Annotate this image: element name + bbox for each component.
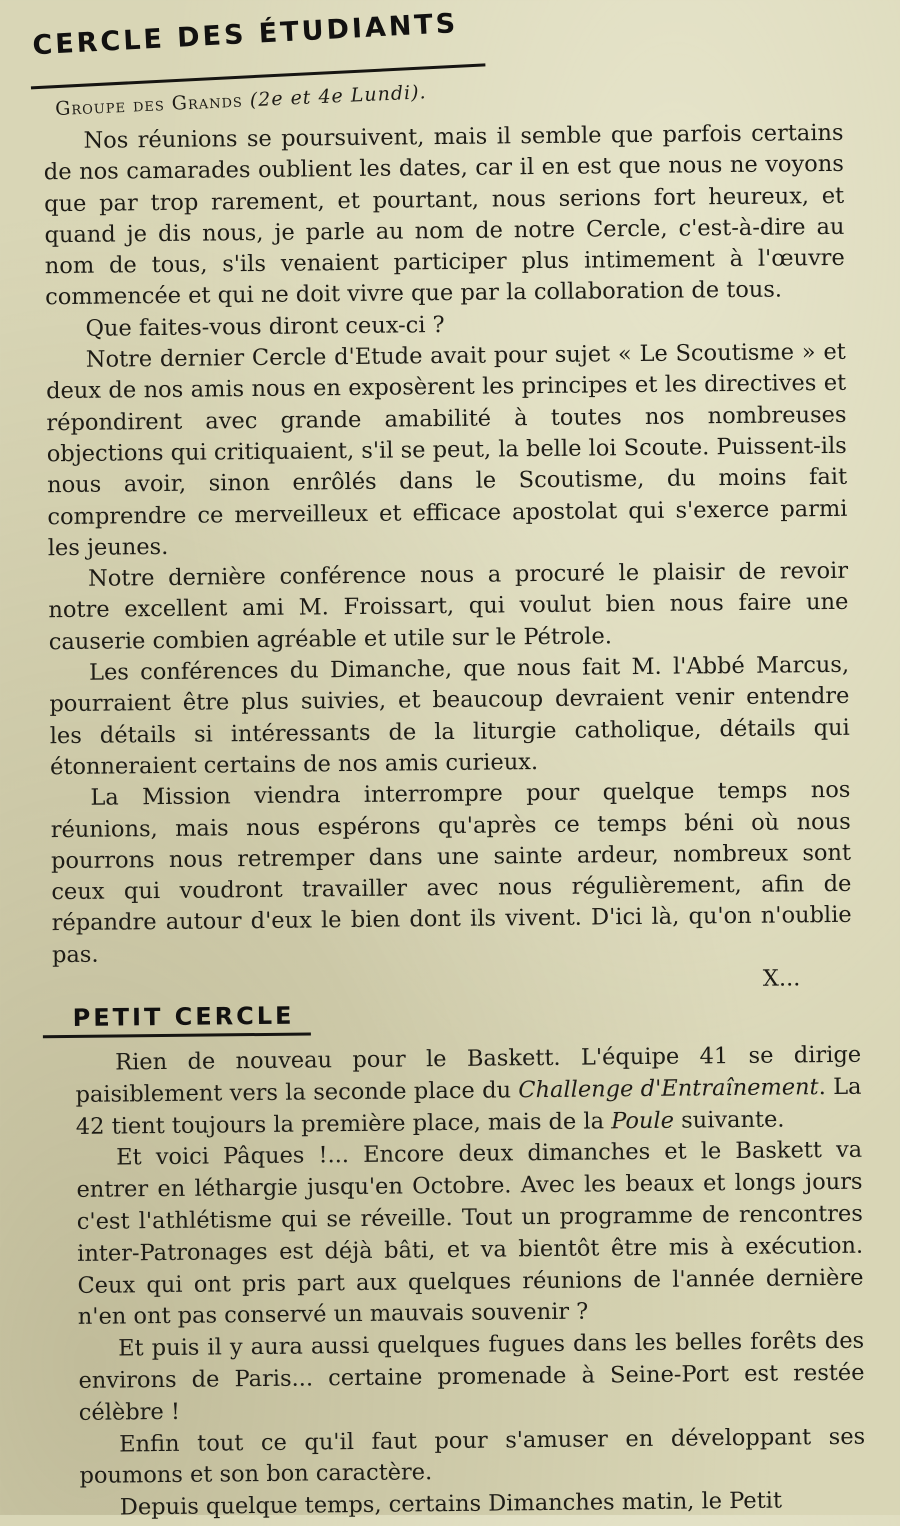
text-run: Rien de nouveau pour le Baskett. L'équipe 41 se dirige paisiblement vers la seconde place du [75,1041,862,1108]
paragraph: Enfin tout ce qu'il faut pour s'amuser en développant ses poumons et son bon caractère. [79,1423,866,1490]
paragraph: Et puis il y aura aussi quelques fugues dans les belles forêts des environs de Paris... certaine promenade à Seine-Port est restée célèbre ! [78,1327,865,1426]
paragraph: Nos réunions se poursuivent, mais il semble que parfois certains de nos camarades oublient les dates, car il en est que nous ne voyons que par trop rarement, et pourtant, nous serions fort heureux, et quand je dis nous, je parle au nom de notre Cercle, c'est-à-dire au nom de tous, s'ils venaient participer plus intimement à l'œuvre commencée et qui ne doit vivre que par la collaboration de tous. [43,119,845,311]
title-underline [43,1032,311,1038]
subtitle-days: (2e et 4e Lundi). [249,81,427,112]
paragraph: La Mission viendra interrompre pour quelque temps nos réunions, mais nous espérons qu'après ce temps béni où nous pourrons nous retremper dans une sainte ardeur, nombreux sont ceux qui voudront travailler avec nous régulièrement, afin de répandre autour d'eux le bien dont ils vivent. D'ici là, qu'on n'oublie pas. [50,777,852,968]
text-run: suivante. [673,1106,785,1134]
section-title-cercle-des-etudiants: CERCLE DES ÉTUDIANTS [31,8,459,62]
subtitle-group: Groupe des Grands [54,89,244,121]
paragraph: Et voici Pâques !... Encore deux dimanches et le Baskett va entrer en léthargie jusqu'en Octobre. Avec les beaux et longs jours c'est l'athlétisme qui se réveille. Tout un programme de rencontres inter-Patronages est déjà bâti, et va bientôt être mis à exécution. Ceux qui ont pris part aux quelques réunions de l'année dernière n'en ont pas conservé un mauvais souvenir ? [76,1137,864,1331]
section-subtitle [55,81,427,120]
signature: X... [762,965,801,992]
paragraph: Que faites-vous diront ceux-ci ? [85,311,445,342]
section-body-petit-cercle [75,1040,866,1525]
text-run: . La 42 tient toujours la première place, mais de la [75,1073,862,1140]
section-title-petit-cercle: PETIT CERCLE [72,1001,295,1032]
paragraph [75,1040,862,1144]
paragraph: Les conférences du Dimanche, que nous fait M. l'Abbé Marcus, pourraient être plus suivies, et beaucoup devraient venir entendre les détails si intéressants de la liturgie catholique, détails qui étonneraient certains de nos amis curieux. [49,651,850,781]
paragraph: Depuis quelque temps, certains Dimanches matin, le Petit [119,1487,783,1521]
emphasis-challenge: Challenge d'Entraînement [518,1073,819,1104]
paragraph: Notre dernière conférence nous a procuré le plaisir de revoir notre excellent ami M. Froissart, qui voulut bien nous faire une causerie combien agréable et utile sur le Pétrole. [48,557,849,655]
emphasis-poule: Poule [611,1107,675,1134]
paragraph: Notre dernier Cercle d'Etude avait pour sujet « Le Scoutisme » et deux de nos amis nous en exposèrent les principes et les directives et répondirent avec grande amabilité à toutes nos nombreuses objections qui critiquaient, s'il se peut, la belle loi Scoute. Puissent-ils nous avoir, sinon enrôlés dans le Scoutisme, du moins fait comprendre ce merveilleux et efficace apostolat qui s'exerce parmi les jeunes. [46,338,848,562]
section-body-cercle-des-etudiants [43,118,852,1002]
